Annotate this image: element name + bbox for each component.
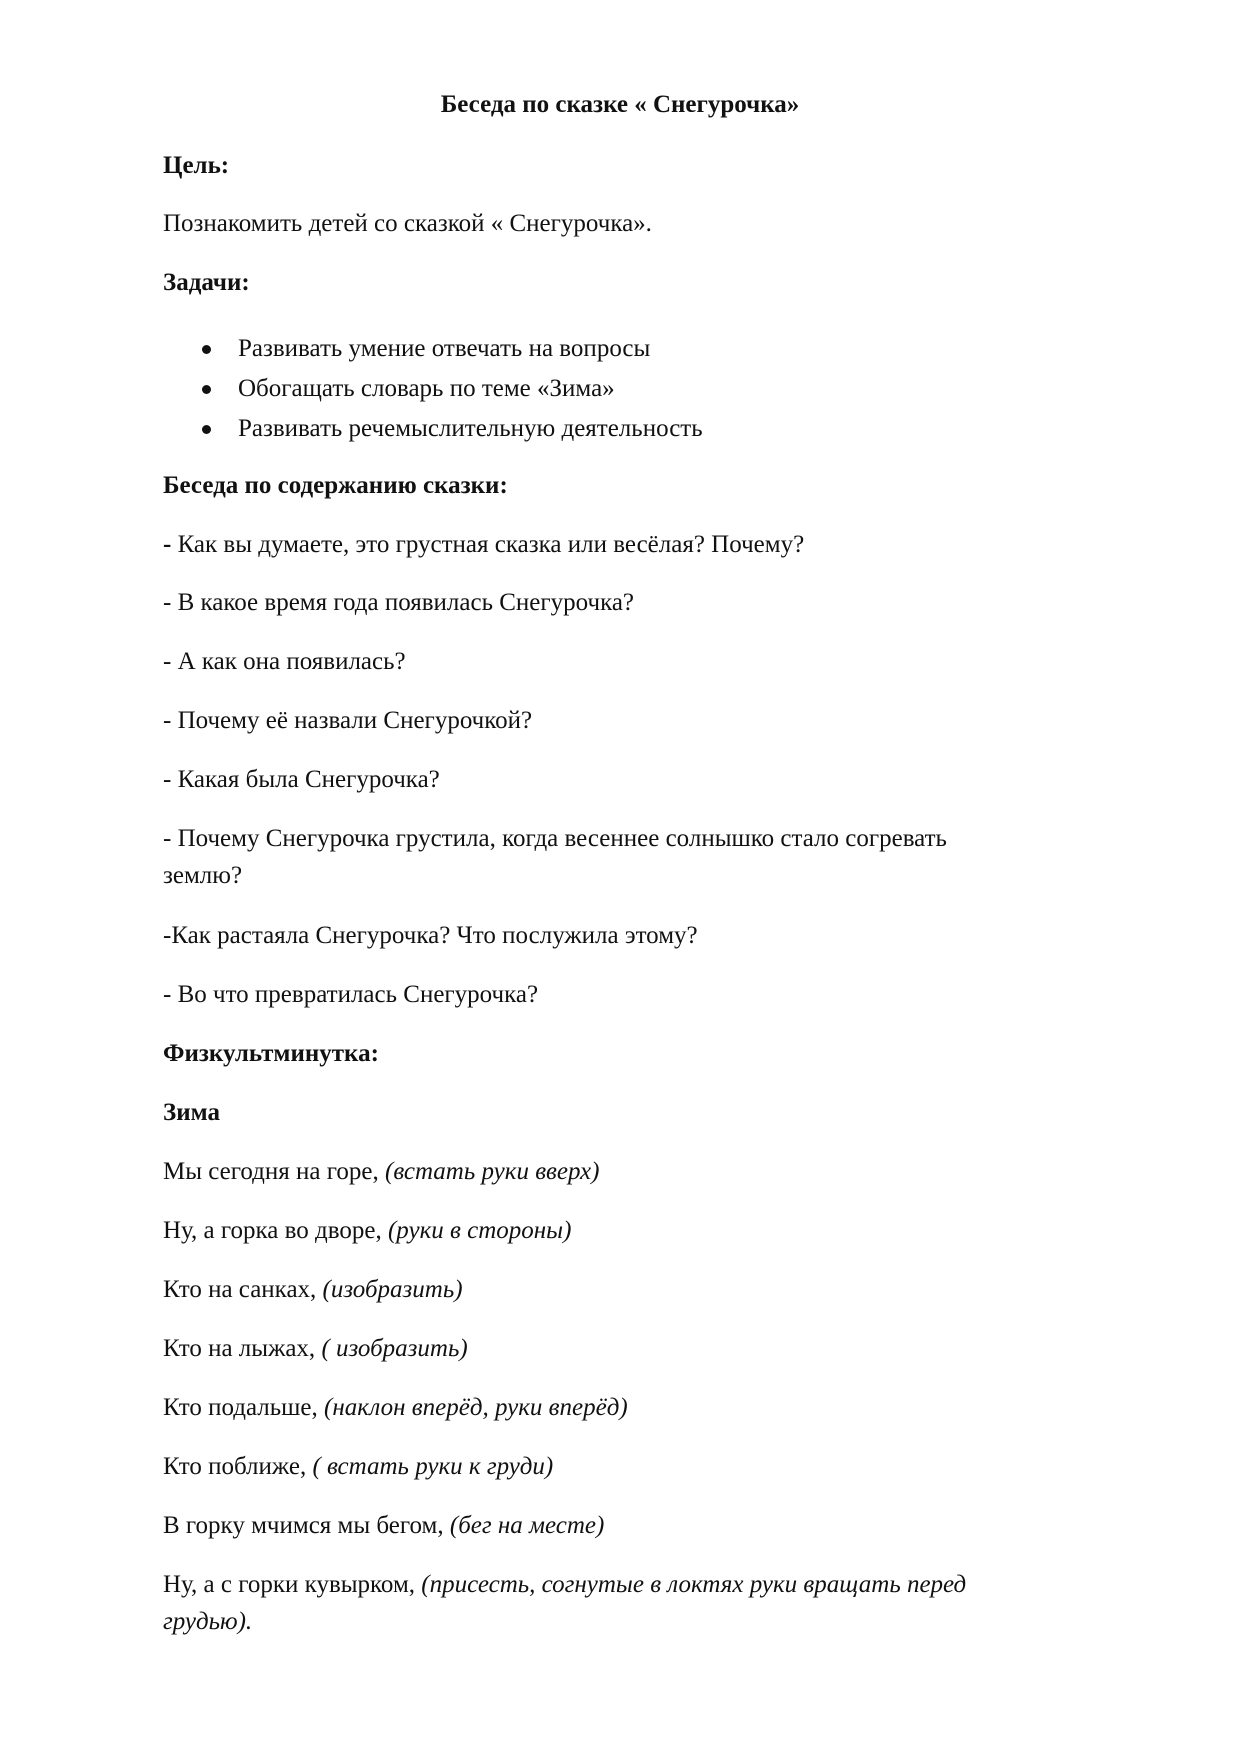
poem-line [163,1331,468,1367]
list-item [163,409,703,449]
poem-text: Ну, а с горки кувырком, [163,1571,422,1598]
list-item [163,329,703,369]
poem-line [163,1390,628,1426]
question-item: - Какая была Снегурочка? [163,766,440,793]
list-item [163,369,703,409]
poem-action: (наклон вперёд, руки вперёд) [324,1394,628,1421]
poem-line-continued: грудью). [163,1608,253,1635]
poem-text: Кто на лыжах, [163,1335,322,1362]
document-title: Беседа по сказке « Снегурочка» [440,91,800,118]
conversation-heading: Беседа по содержанию сказки: [163,472,508,499]
poem-text: Кто подальше, [163,1394,324,1421]
task-text: Развивать умение отвечать на вопросы [238,335,651,362]
poem-text: Ну, а горка во дворе, [163,1217,388,1244]
task-text: Обогащать словарь по теме «Зима» [238,375,615,402]
bullet-icon [202,385,211,394]
question-item: - Почему Снегурочка грустила, когда весеннее солнышко стало согревать [163,825,947,852]
poem-action: (встать руки вверх) [385,1158,600,1185]
poem-line [163,1213,571,1249]
question-dash: - [163,531,172,558]
poem-text: Мы сегодня на горе, [163,1158,385,1185]
exercise-heading: Физкультминутка: [163,1040,379,1067]
question-item: - А как она появилась? [163,648,406,675]
poem-action: (присесть, согнутые в локтях руки вращать перед [421,1571,967,1598]
poem-text: Кто на санках, [163,1276,323,1303]
poem-action: (руки в стороны) [387,1217,572,1244]
poem-line [163,1449,553,1485]
poem-action: ( встать руки к груди) [312,1453,554,1480]
poem-action: (бег на месте) [449,1512,605,1539]
tasks-heading: Задачи: [163,269,250,296]
poem-action: ( изобразить) [321,1335,468,1362]
question-item [163,527,804,563]
question-item-continued: землю? [163,862,243,889]
poem-line [163,1567,966,1603]
goal-heading: Цель: [163,152,230,179]
poem-action: (изобразить) [322,1276,463,1303]
question-item: - Почему её назвали Снегурочкой? [163,707,533,734]
poem-line [163,1154,599,1190]
question-item: - Во что превратилась Снегурочка? [163,981,539,1008]
bullet-icon [202,425,211,434]
goal-text: Познакомить детей со сказкой « Снегурочка». [163,210,652,237]
question-item: -Как растаяла Снегурочка? Что послужила этому? [163,922,698,949]
tasks-list [163,329,703,449]
task-text: Развивать речемыслительную деятельность [238,415,703,442]
question-item: - В какое время года появилась Снегурочка? [163,589,635,616]
poem-title: Зима [163,1099,220,1126]
poem-text: Кто поближе, [163,1453,313,1480]
poem-line [163,1272,463,1308]
question-text: Как вы думаете, это грустная сказка или весёлая? Почему? [171,531,805,558]
poem-text: В горку мчимся мы бегом, [163,1512,450,1539]
poem-line [163,1508,604,1544]
bullet-icon [202,345,211,354]
